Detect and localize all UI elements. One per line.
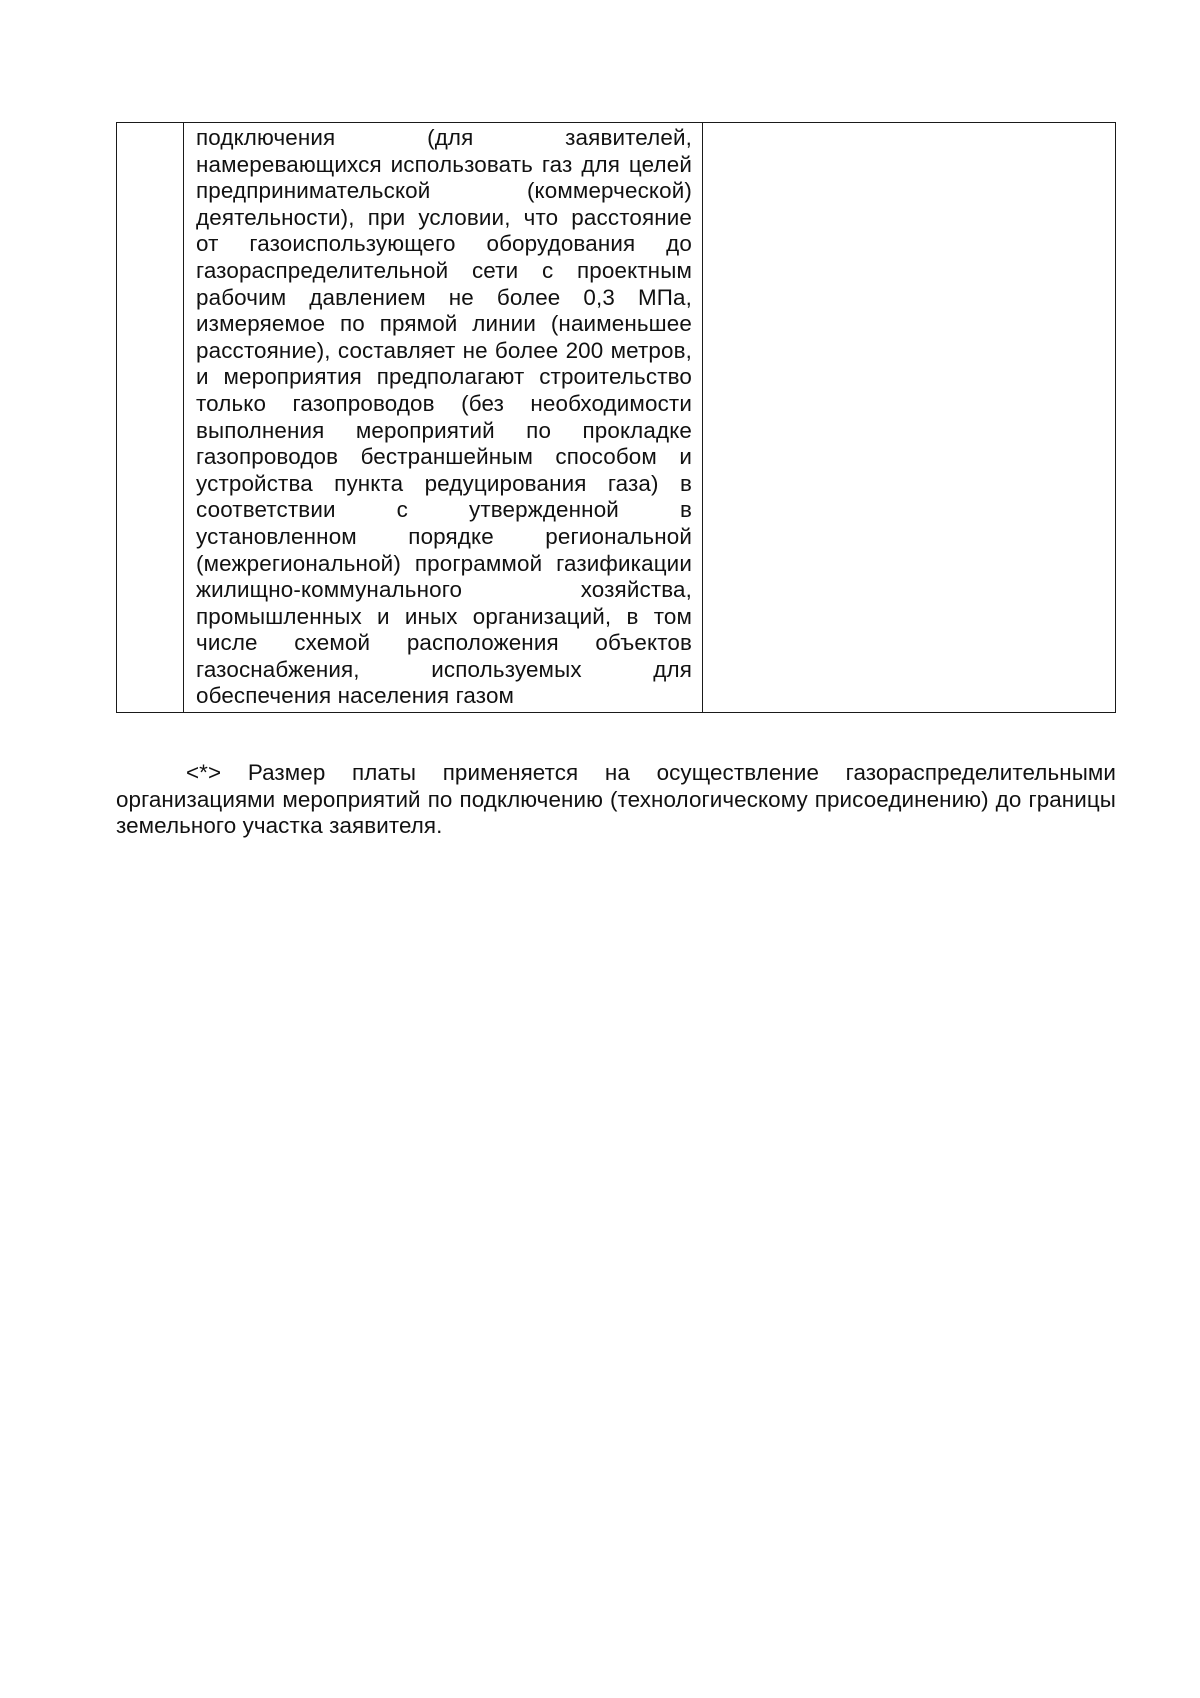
fee-cell (703, 123, 1116, 713)
fee-table (116, 122, 1116, 713)
row-number-cell (117, 123, 184, 713)
row-description: подключения (для заявителей, намеревающихся использовать газ для целей предпринимательской (коммерческой) деятельности), при условии, что расстояние от газоиспользующего оборудования до газораспределительной сети с проектным рабочим давлением не более 0,3 МПа, измеряемое по прямой линии (наименьшее расстояние), составляет не более 200 метров, и мероприятия предполагают строительство только газопроводов (без необходимости выполнения мероприятий по прокладке газопроводов бестраншейным способом и устройства пункта редуцирования газа) в соответствии с утвержденной в установленном порядке региональной (межрегиональной) программой газификации жилищно-коммунального хозяйства, промышленных и иных организаций, в том числе схемой расположения объектов газоснабжения, используемых для обеспечения населения газом (196, 125, 692, 709)
description-cell (184, 123, 703, 713)
footnote: <*> Размер платы применяется на осуществление газораспределительными организациями мероприятий по подключению (технологическому присоединению) до границы земельного участка заявителя. (116, 760, 1116, 838)
table-row (117, 123, 1116, 713)
